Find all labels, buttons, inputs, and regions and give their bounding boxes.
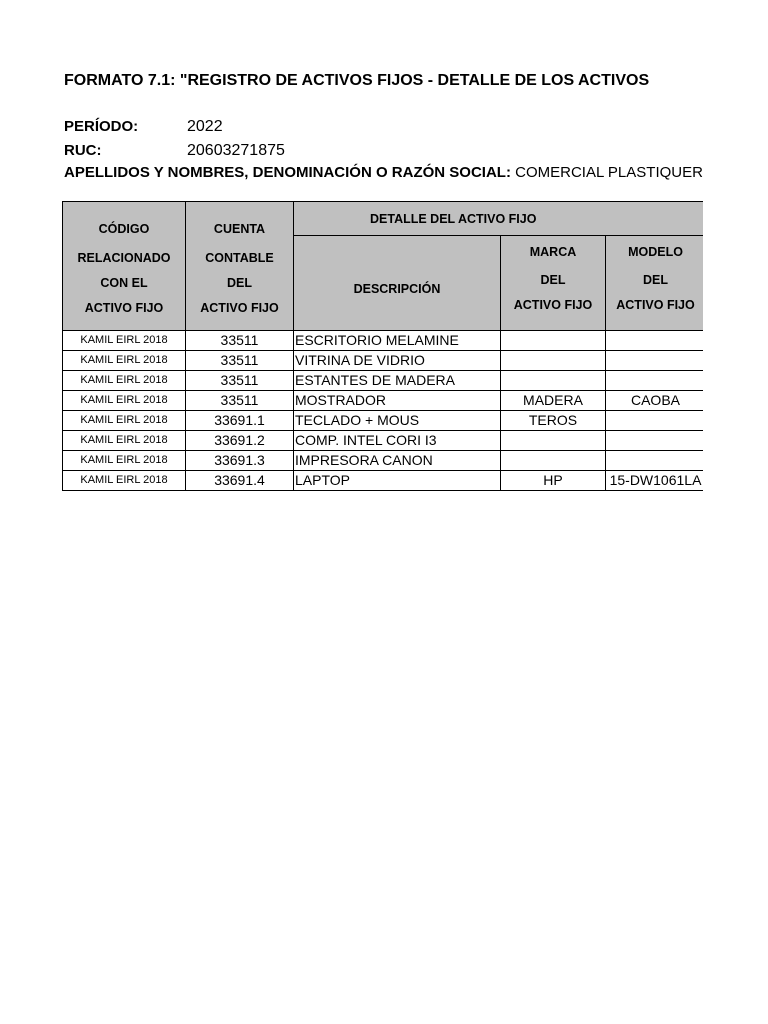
cell-descripcion: IMPRESORA CANON — [294, 451, 501, 471]
table-row — [63, 431, 704, 451]
cell-modelo — [606, 371, 704, 391]
table-row — [63, 371, 704, 391]
cell-marca: HP — [501, 471, 606, 491]
header-modelo: MODELO DEL ACTIVO FIJO — [606, 236, 704, 331]
cell-codigo: KAMIL EIRL 2018 — [63, 371, 186, 391]
cell-codigo: KAMIL EIRL 2018 — [63, 351, 186, 371]
cell-marca: MADERA — [501, 391, 606, 411]
cell-descripcion: COMP. INTEL CORI I3 — [294, 431, 501, 451]
cell-cuenta: 33511 — [186, 331, 294, 351]
cell-marca: TEROS — [501, 411, 606, 431]
cell-codigo: KAMIL EIRL 2018 — [63, 391, 186, 411]
table-row — [63, 391, 704, 411]
cell-marca — [501, 351, 606, 371]
ruc-label: RUC: — [64, 142, 102, 159]
periodo-label: PERÍODO: — [64, 118, 139, 135]
cell-descripcion: ESCRITORIO MELAMINE — [294, 331, 501, 351]
cell-modelo — [606, 451, 704, 471]
header-descripcion: DESCRIPCIÓN — [294, 236, 501, 331]
cell-modelo — [606, 411, 704, 431]
cell-cuenta: 33691.2 — [186, 431, 294, 451]
header-codigo: CÓDIGO RELACIONADO CON EL ACTIVO FIJO — [63, 202, 186, 331]
table-row — [63, 411, 704, 431]
razon-social — [64, 164, 703, 181]
cell-descripcion: TECLADO + MOUS — [294, 411, 501, 431]
cell-cuenta: 33691.3 — [186, 451, 294, 471]
table-row — [63, 471, 704, 491]
cell-codigo: KAMIL EIRL 2018 — [63, 331, 186, 351]
periodo-value: 2022 — [187, 118, 223, 135]
header-detalle: DETALLE DEL ACTIVO FIJO — [294, 202, 704, 236]
header-cuenta: CUENTA CONTABLE DEL ACTIVO FIJO — [186, 202, 294, 331]
table-row — [63, 451, 704, 471]
cell-marca — [501, 371, 606, 391]
activos-table — [62, 201, 703, 491]
razon-social-label: APELLIDOS Y NOMBRES, DENOMINACIÓN O RAZÓN SOCIAL: — [64, 164, 511, 181]
table-header-row — [63, 202, 704, 236]
cell-cuenta: 33691.1 — [186, 411, 294, 431]
cell-cuenta: 33511 — [186, 351, 294, 371]
cell-modelo — [606, 331, 704, 351]
cell-cuenta: 33511 — [186, 391, 294, 411]
header-marca: MARCA DEL ACTIVO FIJO — [501, 236, 606, 331]
cell-marca — [501, 431, 606, 451]
razon-social-value: COMERCIAL PLASTIQUER — [510, 164, 703, 181]
ruc-value: 20603271875 — [187, 142, 285, 159]
cell-modelo: 15-DW1061LA — [606, 471, 704, 491]
cell-marca — [501, 331, 606, 351]
cell-descripcion: LAPTOP — [294, 471, 501, 491]
cell-codigo: KAMIL EIRL 2018 — [63, 451, 186, 471]
cell-modelo — [606, 351, 704, 371]
cell-descripcion: ESTANTES DE MADERA — [294, 371, 501, 391]
table-row — [63, 331, 704, 351]
cell-marca — [501, 451, 606, 471]
cell-modelo: CAOBA — [606, 391, 704, 411]
cell-codigo: KAMIL EIRL 2018 — [63, 471, 186, 491]
table-row — [63, 351, 704, 371]
cell-descripcion: VITRINA DE VIDRIO — [294, 351, 501, 371]
cell-cuenta: 33511 — [186, 371, 294, 391]
cell-modelo — [606, 431, 704, 451]
cell-codigo: KAMIL EIRL 2018 — [63, 431, 186, 451]
cell-descripcion: MOSTRADOR — [294, 391, 501, 411]
cell-codigo: KAMIL EIRL 2018 — [63, 411, 186, 431]
cell-cuenta: 33691.4 — [186, 471, 294, 491]
document-title: FORMATO 7.1: "REGISTRO DE ACTIVOS FIJOS - DETALLE DE LOS ACTIVOS — [64, 72, 650, 89]
